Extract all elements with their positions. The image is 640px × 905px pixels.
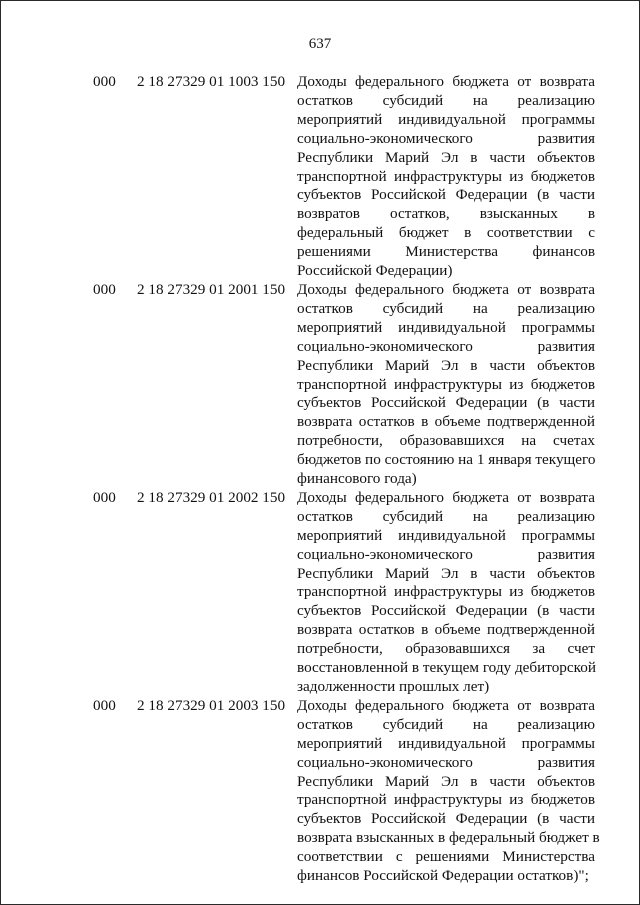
admin-code: 000 — [93, 73, 116, 90]
description-line: субъектов Российской Федерации (в части — [297, 810, 595, 828]
income-description — [297, 696, 600, 886]
description-line: возврата взысканных в федеральный бюджет в — [297, 829, 600, 847]
budget-classification-code: 2 18 27329 01 2001 150 — [137, 280, 286, 298]
description-line: транспортной инфраструктуры из бюджетов — [297, 375, 595, 393]
description-line: остатков субсидий на реализацию — [297, 91, 595, 109]
income-description — [297, 281, 595, 489]
description-line: социально-экономического развития — [297, 129, 595, 147]
description-line: субъектов Российской Федерации (в части — [297, 602, 595, 620]
description-line: бюджетов по состоянию на 1 января текущего — [297, 451, 596, 469]
description-line: остатков субсидий на реализацию — [297, 507, 595, 525]
admin-code: 000 — [93, 488, 116, 506]
description-line: остатков субсидий на реализацию — [297, 299, 595, 317]
budget-classification-code: 2 18 27329 01 2003 150 — [137, 696, 286, 714]
table-row — [0, 697, 640, 886]
description-line: Российской Федерации) — [297, 262, 453, 280]
description-line: финансов Российской Федерации остатков)"; — [297, 867, 589, 885]
description-line: Республики Марий Эл в части объектов — [297, 148, 595, 166]
kbk-table — [0, 73, 640, 886]
income-description — [297, 73, 595, 281]
description-line: Доходы федерального бюджета от возврата — [297, 73, 595, 90]
table-row — [0, 281, 640, 489]
income-description — [297, 489, 595, 697]
table-row — [0, 489, 640, 697]
description-line: мероприятий индивидуальной программы — [297, 110, 595, 128]
description-line: Республики Марий Эл в части объектов — [297, 772, 595, 790]
description-line: Доходы федерального бюджета от возврата — [297, 488, 595, 506]
description-line: субъектов Российской Федерации (в части — [297, 394, 595, 412]
admin-code: 000 — [93, 696, 116, 714]
description-line: транспортной инфраструктуры из бюджетов — [297, 583, 595, 601]
description-line: субъектов Российской Федерации (в части — [297, 186, 595, 204]
description-line: потребности, образовавшихся за счет — [297, 640, 595, 658]
description-line: Республики Марий Эл в части объектов — [297, 564, 595, 582]
description-line: финансового года) — [297, 470, 417, 488]
description-line: федеральный бюджет в соответствии с — [297, 224, 595, 242]
budget-classification-code: 2 18 27329 01 1003 150 — [137, 73, 286, 90]
budget-classification-code: 2 18 27329 01 2002 150 — [137, 488, 286, 506]
description-line: транспортной инфраструктуры из бюджетов — [297, 167, 595, 185]
description-line: транспортной инфраструктуры из бюджетов — [297, 791, 595, 809]
description-line: Доходы федерального бюджета от возврата — [297, 696, 595, 714]
description-line: социально-экономического развития — [297, 337, 595, 355]
description-line: потребности, образовавшихся на счетах — [297, 432, 595, 450]
description-line: социально-экономического развития — [297, 545, 595, 563]
description-line: мероприятий индивидуальной программы — [297, 526, 595, 544]
description-line: возврата остатков в объеме подтвержденной — [297, 413, 595, 431]
description-line: Доходы федерального бюджета от возврата — [297, 280, 595, 298]
description-line: Республики Марий Эл в части объектов — [297, 356, 595, 374]
description-line: восстановленной в текущем году дебиторской — [297, 659, 596, 677]
description-line: остатков субсидий на реализацию — [297, 715, 595, 733]
description-line: социально-экономического развития — [297, 753, 595, 771]
description-line: решениями Министерства финансов — [297, 243, 595, 261]
description-line: возврата остатков в объеме подтвержденной — [297, 621, 595, 639]
table-row — [0, 73, 640, 281]
description-line: мероприятий индивидуальной программы — [297, 318, 595, 336]
description-line: мероприятий индивидуальной программы — [297, 734, 595, 752]
description-line: возвратов остатков, взысканных в — [297, 205, 595, 223]
description-line: соответствии с решениями Министерства — [297, 848, 595, 866]
admin-code: 000 — [93, 280, 116, 298]
description-line: задолженности прошлых лет) — [297, 678, 490, 695]
page-number: 637 — [308, 36, 332, 52]
